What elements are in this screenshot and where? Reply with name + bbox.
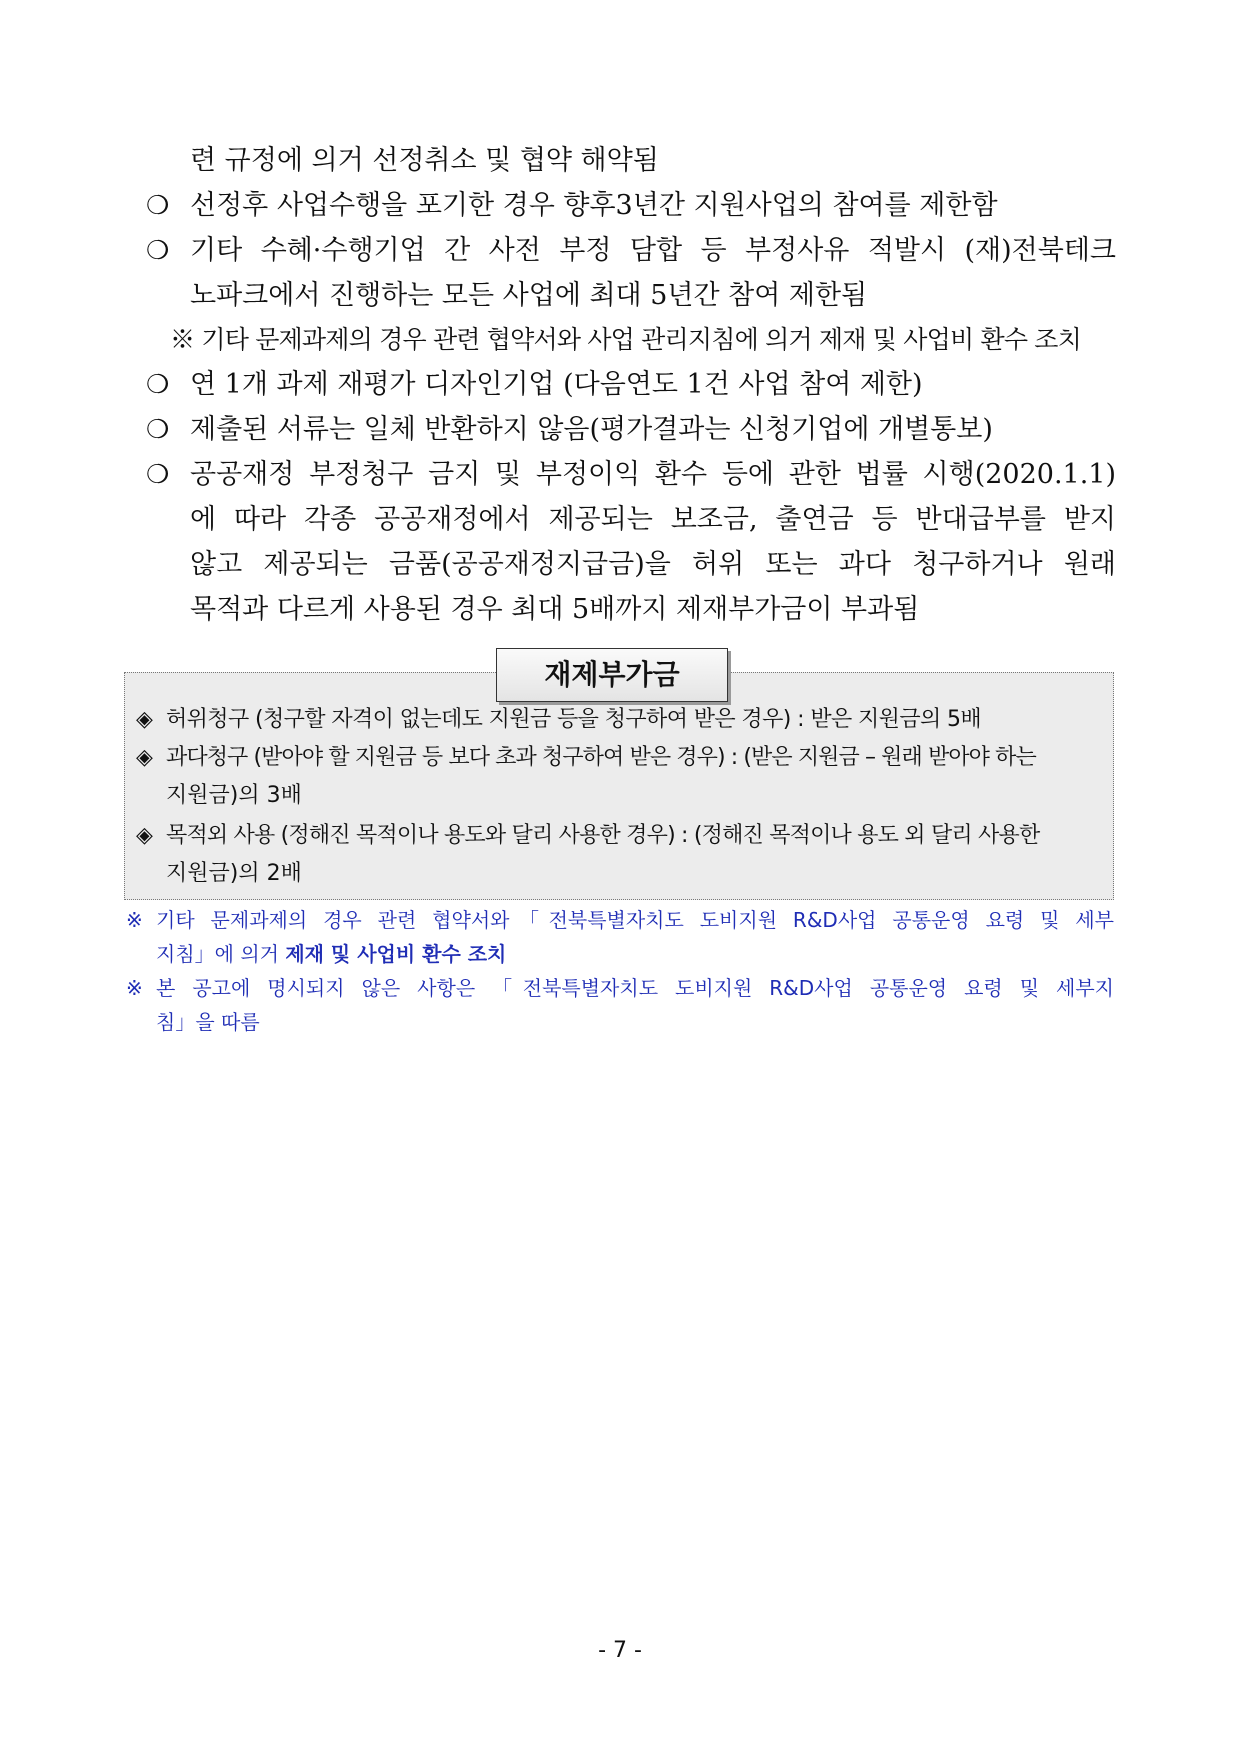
paragraph-documents-not-returned: 제출된 서류는 일체 반환하지 않음(평가결과는 신청기업에 개별통보) xyxy=(190,414,993,445)
circle-bullet-icon: ❍ xyxy=(146,370,170,400)
sanction-box-title: 재제부가금 xyxy=(496,648,728,702)
paragraph-collusion-note: ※ 기타 문제과제의 경우 관련 협약서와 사업 관리지침에 의거 제재 및 사업비 환수 조치 xyxy=(170,325,1082,354)
paragraph-public-finance-line2: 에 따라 각종 공공재정에서 제공되는 보조금, 출연금 등 반대급부를 받지 xyxy=(190,504,1116,535)
sanction-item-excess-claim-line1: 과다청구 (받아야 할 지원금 등 보다 초과 청구하여 받은 경우) : (받은 지원금 – 원래 받아야 하는 xyxy=(166,745,1036,770)
note-1-line1: 기타 문제과제의 경우 관련 협약서와「전북특별자치도 도비지원 R&D사업 공통운영 요령 및 세부 xyxy=(156,908,1114,932)
circle-bullet-icon: ❍ xyxy=(146,415,170,445)
paragraph-public-finance-line1: 공공재정 부정청구 금지 및 부정이익 환수 등에 관한 법률 시행(2020.1.1) xyxy=(190,459,1116,490)
diamond-bullet-icon: ◈ xyxy=(136,823,153,848)
note-1-plain: 지침」에 의거 xyxy=(156,942,286,966)
note-2-line1: 본 공고에 명시되지 않은 사항은 「전북특별자치도 도비지원 R&D사업 공통운영 요령 및 세부지 xyxy=(156,976,1114,1000)
note-mark-icon: ※ xyxy=(126,908,143,932)
note-mark-icon: ※ xyxy=(126,976,143,1000)
sanction-item-false-claim: 허위청구 (청구할 자격이 없는데도 지원금 등을 청구하여 받은 경우) : 받은 지원금의 5배 xyxy=(166,707,982,732)
circle-bullet-icon: ❍ xyxy=(146,460,170,490)
paragraph-public-finance-line4: 목적과 다르게 사용된 경우 최대 5배까지 제재부가금이 부과됨 xyxy=(190,594,920,625)
note-1-line2 xyxy=(156,937,506,971)
paragraph-collusion-line1: 기타 수혜·수행기업 간 사전 부정 담합 등 부정사유 적발시 (재)전북테크 xyxy=(190,235,1116,266)
note-2-line2: 침」을 따름 xyxy=(156,1010,260,1034)
diamond-bullet-icon: ◈ xyxy=(136,745,153,770)
paragraph-public-finance-line3: 않고 제공되는 금품(공공재정지급금)을 허위 또는 과다 청구하거나 원래 xyxy=(190,549,1116,580)
paragraph-withdrawal-restriction: 선정후 사업수행을 포기한 경우 향후3년간 지원사업의 참여를 제한함 xyxy=(190,190,998,221)
sanction-item-misuse-line2: 지원금)의 2배 xyxy=(166,861,302,886)
circle-bullet-icon: ❍ xyxy=(146,236,170,266)
diamond-bullet-icon: ◈ xyxy=(136,707,153,732)
paragraph-reevaluation: 연 1개 과제 재평가 디자인기업 (다음연도 1건 사업 참여 제한) xyxy=(190,369,923,400)
paragraph-collusion-line2: 노파크에서 진행하는 모든 사업에 최대 5년간 참여 제한됨 xyxy=(190,280,868,311)
sanction-item-excess-claim-line2: 지원금)의 3배 xyxy=(166,783,302,808)
sanction-item-misuse-line1: 목적외 사용 (정해진 목적이나 용도와 달리 사용한 경우) : (정해진 목적이나 용도 외 달리 사용한 xyxy=(166,823,1040,848)
paragraph-continuation: 련 규정에 의거 선정취소 및 협약 해약됨 xyxy=(190,145,659,176)
note-1-emphasis: 제재 및 사업비 환수 조치 xyxy=(285,942,507,966)
circle-bullet-icon: ❍ xyxy=(146,191,170,221)
page-number: - 7 - xyxy=(598,1638,642,1663)
